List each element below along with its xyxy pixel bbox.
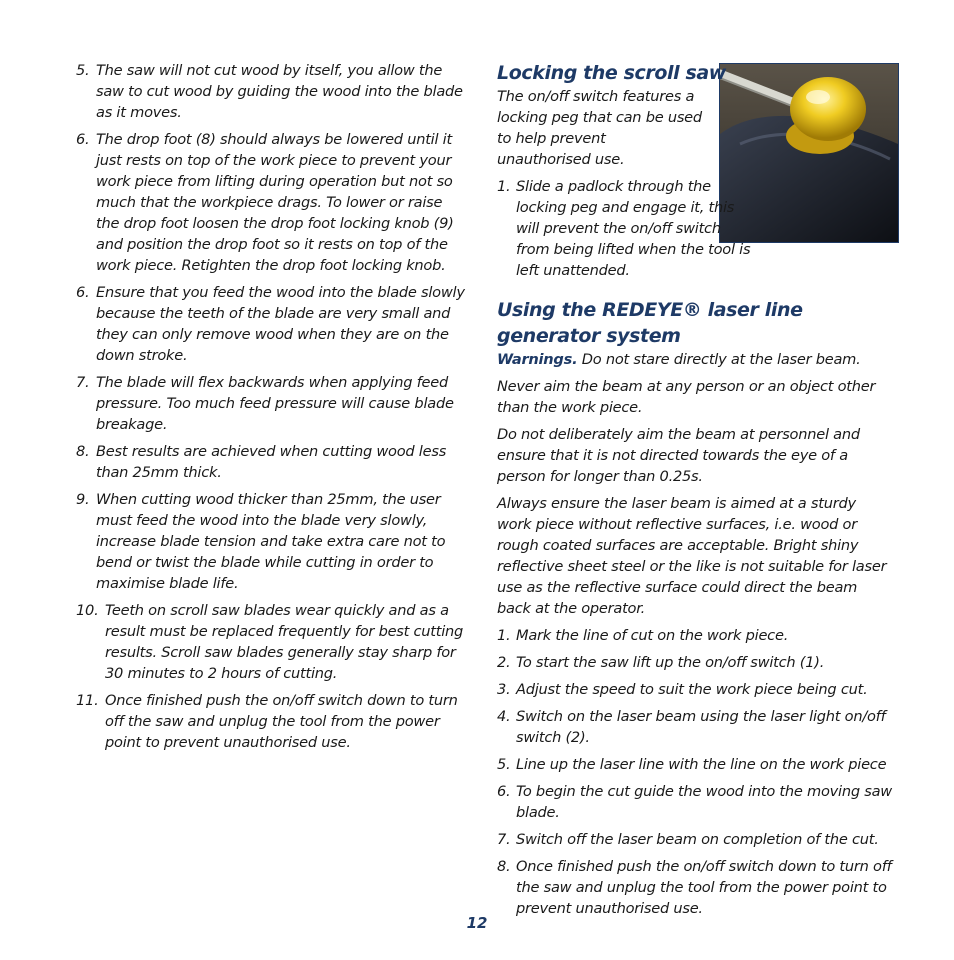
step-text: Teeth on scroll saw blades wear quickly and as a result must be replaced frequently for best cutting results. Scroll saw blades generally stay sharp for 30 minutes to 2 hours of cutting. [105, 602, 464, 682]
step-number: 6. [76, 284, 90, 301]
step-number: 10. [76, 602, 99, 619]
step-text: When cutting wood thicker than 25mm, the user must feed the wood into the blade very slowly, increase blade tension and take extra care not to bend or twist the blade while cutting in order to maximise blade life. [96, 491, 446, 592]
list-item [76, 600, 468, 684]
left-steps-list [76, 60, 468, 753]
step-number: 9. [76, 491, 90, 508]
list-item [76, 60, 468, 123]
list-item [497, 781, 893, 823]
warning-label: Warnings. [497, 351, 578, 368]
step-text: To start the saw lift up the on/off switch (1). [516, 654, 825, 671]
list-item [76, 441, 468, 483]
step-text: To begin the cut guide the wood into the moving saw blade. [516, 783, 892, 821]
step-text: Mark the line of cut on the work piece. [516, 627, 789, 644]
step-number: 8. [76, 443, 90, 460]
list-item [76, 690, 468, 753]
laser-steps-list [497, 625, 893, 919]
step-number: 2. [497, 654, 511, 671]
list-item [497, 754, 893, 775]
step-text: Once finished push the on/off switch down to turn off the saw and unplug the tool from the power point to prevent unauthorised use. [516, 858, 892, 917]
laser-warning [497, 349, 893, 370]
page-number: 12 [466, 914, 488, 932]
step-text: The blade will flex backwards when applying feed pressure. Too much feed pressure will cause blade breakage. [96, 374, 454, 433]
step-number: 7. [76, 374, 90, 391]
list-item [497, 829, 893, 850]
locking-heading: Locking the scroll saw [497, 62, 726, 84]
list-item [497, 679, 893, 700]
list-item [497, 625, 893, 646]
step-text: Slide a padlock through the locking peg and engage it, this will prevent the on/off switch from being lifted when the tool is left unattended. [516, 178, 751, 279]
step-number: 5. [497, 756, 511, 773]
list-item [497, 176, 751, 281]
step-text: The saw will not cut wood by itself, you allow the saw to cut wood by guiding the wood into the blade as it moves. [96, 62, 463, 121]
step-number: 6. [497, 783, 511, 800]
step-number: 8. [497, 858, 511, 875]
step-number: 1. [497, 178, 511, 195]
step-text: Adjust the speed to suit the work piece being cut. [516, 681, 868, 698]
list-item [497, 652, 893, 673]
step-text: Switch on the laser beam using the laser light on/off switch (2). [516, 708, 886, 746]
list-item [497, 856, 893, 919]
step-number: 7. [497, 831, 511, 848]
locking-steps-list [497, 176, 893, 281]
right-column [497, 60, 893, 925]
left-column [76, 60, 468, 759]
list-item [76, 489, 468, 594]
step-number: 5. [76, 62, 90, 79]
warning-text: Do not stare directly at the laser beam. [577, 351, 861, 368]
locking-intro: The on/off switch features a locking peg that can be used to help prevent unauthorised use. [497, 88, 702, 168]
step-text: Switch off the laser beam on completion of the cut. [516, 831, 879, 848]
step-number: 4. [497, 708, 511, 725]
step-text: Best results are achieved when cutting wood less than 25mm thick. [96, 443, 447, 481]
step-text: Once finished push the on/off switch down to turn off the saw and unplug the tool from the power point to prevent unauthorised use. [105, 692, 458, 751]
step-text: Ensure that you feed the wood into the blade slowly because the teeth of the blade are very small and they can only remove wood when they are on the down stroke. [96, 284, 465, 364]
step-text: Line up the laser line with the line on the work piece [516, 756, 887, 773]
laser-paragraph: Do not deliberately aim the beam at personnel and ensure that it is not directed towards the eye of a person for longer than 0.25s. [497, 426, 860, 485]
step-number: 1. [497, 627, 511, 644]
laser-paragraph: Always ensure the laser beam is aimed at a sturdy work piece without reflective surfaces, i.e. wood or rough coated surfaces are acceptable. Bright shiny reflective sheet steel or the like is not suitable for laser use as the reflective surface could direct the beam back at the operator. [497, 495, 887, 617]
laser-heading: Using the REDEYE® laser line generator system [497, 299, 803, 347]
list-item [76, 129, 468, 276]
step-number: 3. [497, 681, 511, 698]
step-number: 6. [76, 131, 90, 148]
list-item [76, 372, 468, 435]
laser-paragraph: Never aim the beam at any person or an object other than the work piece. [497, 378, 876, 416]
list-item [76, 282, 468, 366]
list-item [497, 706, 893, 748]
step-text: The drop foot (8) should always be lowered until it just rests on top of the work piece to prevent your work piece from lifting during operation but not so much that the workpiece drags. To lower or raise the drop foot loosen the drop foot locking knob (9) and position the drop foot so it rests on top of the work piece. Retighten the drop foot locking knob. [96, 131, 454, 274]
step-number: 11. [76, 692, 99, 709]
